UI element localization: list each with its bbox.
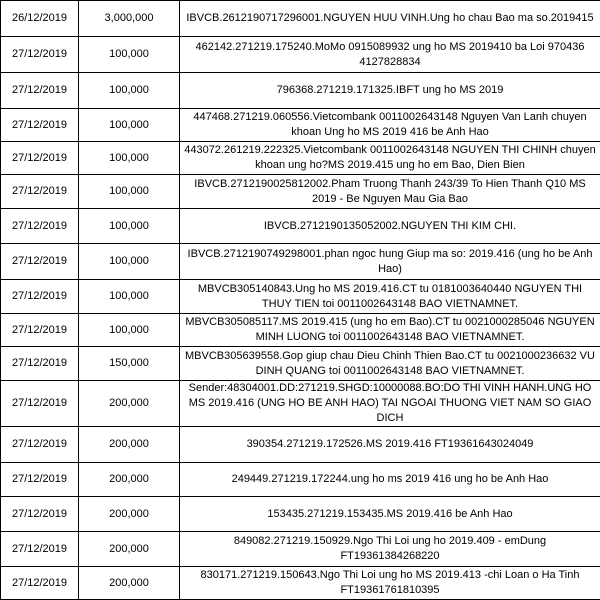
table-row [1, 280, 600, 314]
date-cell: 27/12/2019 [1, 347, 79, 381]
date-cell: 27/12/2019 [1, 73, 79, 109]
description-cell: 849082.271219.150929.Ngo Thi Loi ung ho 2019.409 - emDung FT19361384268220 [180, 532, 600, 567]
date-cell: 27/12/2019 [1, 314, 79, 347]
amount-cell: 100,000 [79, 142, 180, 175]
date-cell: 27/12/2019 [1, 244, 79, 280]
description-cell: 796368.271219.171325.IBFT ung ho MS 2019 [180, 73, 600, 109]
description-cell: 447468.271219.060556.Vietcombank 0011002643148 Nguyen Van Lanh chuyen khoan Ung ho MS 2019 416 be Anh Hao [180, 109, 600, 142]
amount-cell: 3,000,000 [79, 1, 180, 37]
table-row [1, 244, 600, 280]
table-row [1, 109, 600, 142]
table-row [1, 497, 600, 532]
table-row [1, 142, 600, 175]
amount-cell: 100,000 [79, 73, 180, 109]
amount-cell: 100,000 [79, 244, 180, 280]
table-row [1, 532, 600, 567]
date-cell: 27/12/2019 [1, 280, 79, 314]
amount-cell: 100,000 [79, 314, 180, 347]
amount-cell: 100,000 [79, 109, 180, 142]
amount-cell: 200,000 [79, 532, 180, 567]
date-cell: 27/12/2019 [1, 567, 79, 600]
table-row [1, 427, 600, 463]
amount-cell: 100,000 [79, 175, 180, 209]
description-cell: MBVCB305085117.MS 2019.415 (ung ho em Bao).CT tu 0021000285046 NGUYEN MINH LUONG toi 0011002643148 BAO VIETNAMNET. [180, 314, 600, 347]
amount-cell: 200,000 [79, 567, 180, 600]
date-cell: 27/12/2019 [1, 463, 79, 497]
date-cell: 27/12/2019 [1, 381, 79, 427]
amount-cell: 200,000 [79, 381, 180, 427]
date-cell: 27/12/2019 [1, 532, 79, 567]
description-cell: 443072.261219.222325.Vietcombank 0011002643148 NGUYEN THI CHINH chuyen khoan ung ho?MS 2019.415 ung ho em Bao, Dien Bien [180, 142, 600, 175]
table-row [1, 209, 600, 244]
date-cell: 27/12/2019 [1, 497, 79, 532]
table-row [1, 567, 600, 600]
description-cell: Sender:48304001.DD:271219.SHGD:10000088.BO:DO THI VINH HANH.UNG HO MS 2019.416 (UNG HO BE ANH HAO) TAI NGOAI THUONG VIET NAM SO GIAO DICH [180, 381, 600, 427]
amount-cell: 150,000 [79, 347, 180, 381]
table-row [1, 314, 600, 347]
description-cell: IBVCB.2712190749298001.phan ngoc hung Giup ma so: 2019.416 (ung ho be Anh Hao) [180, 244, 600, 280]
amount-cell: 200,000 [79, 427, 180, 463]
date-cell: 27/12/2019 [1, 37, 79, 73]
date-cell: 27/12/2019 [1, 209, 79, 244]
description-cell: MBVCB305639558.Gop giup chau Dieu Chinh Thien Bao.CT tu 0021000236632 VU DINH QUANG toi 0011002643148 BAO VIETNAMNET. [180, 347, 600, 381]
amount-cell: 200,000 [79, 463, 180, 497]
amount-cell: 200,000 [79, 497, 180, 532]
description-cell: 249449.271219.172244.ung ho ms 2019 416 ung ho be Anh Hao [180, 463, 600, 497]
description-cell: 390354.271219.172526.MS 2019.416 FT19361643024049 [180, 427, 600, 463]
description-cell: IBVCB.2712190135052002.NGUYEN THI KIM CHI. [180, 209, 600, 244]
amount-cell: 100,000 [79, 280, 180, 314]
date-cell: 27/12/2019 [1, 109, 79, 142]
table-row [1, 175, 600, 209]
description-cell: IBVCB.2712190025812002.Pham Truong Thanh 243/39 To Hien Thanh Q10 MS 2019 - Be Nguyen Mau Gia Bao [180, 175, 600, 209]
description-cell: IBVCB.2612190717296001.NGUYEN HUU VINH.Ung ho chau Bao ma so.2019415 [180, 1, 600, 37]
amount-cell: 100,000 [79, 209, 180, 244]
table-row [1, 381, 600, 427]
date-cell: 27/12/2019 [1, 427, 79, 463]
description-cell: 462142.271219.175240.MoMo 0915089932 ung ho MS 2019410 ba Loi 970436 4127828834 [180, 37, 600, 73]
description-cell: 153435.271219.153435.MS 2019.416 be Anh Hao [180, 497, 600, 532]
description-cell: 830171.271219.150643.Ngo Thi Loi ung ho MS 2019.413 -chi Loan o Ha Tinh FT19361761810395 [180, 567, 600, 600]
table-row [1, 1, 600, 37]
date-cell: 26/12/2019 [1, 1, 79, 37]
table-row [1, 37, 600, 73]
date-cell: 27/12/2019 [1, 142, 79, 175]
donation-table-body [1, 1, 600, 600]
table-row [1, 463, 600, 497]
amount-cell: 100,000 [79, 37, 180, 73]
table-row [1, 73, 600, 109]
description-cell: MBVCB305140843.Ung ho MS 2019.416.CT tu 0181003640440 NGUYEN THI THUY TIEN toi 0011002643148 BAO VIETNAMNET. [180, 280, 600, 314]
date-cell: 27/12/2019 [1, 175, 79, 209]
table-row [1, 347, 600, 381]
